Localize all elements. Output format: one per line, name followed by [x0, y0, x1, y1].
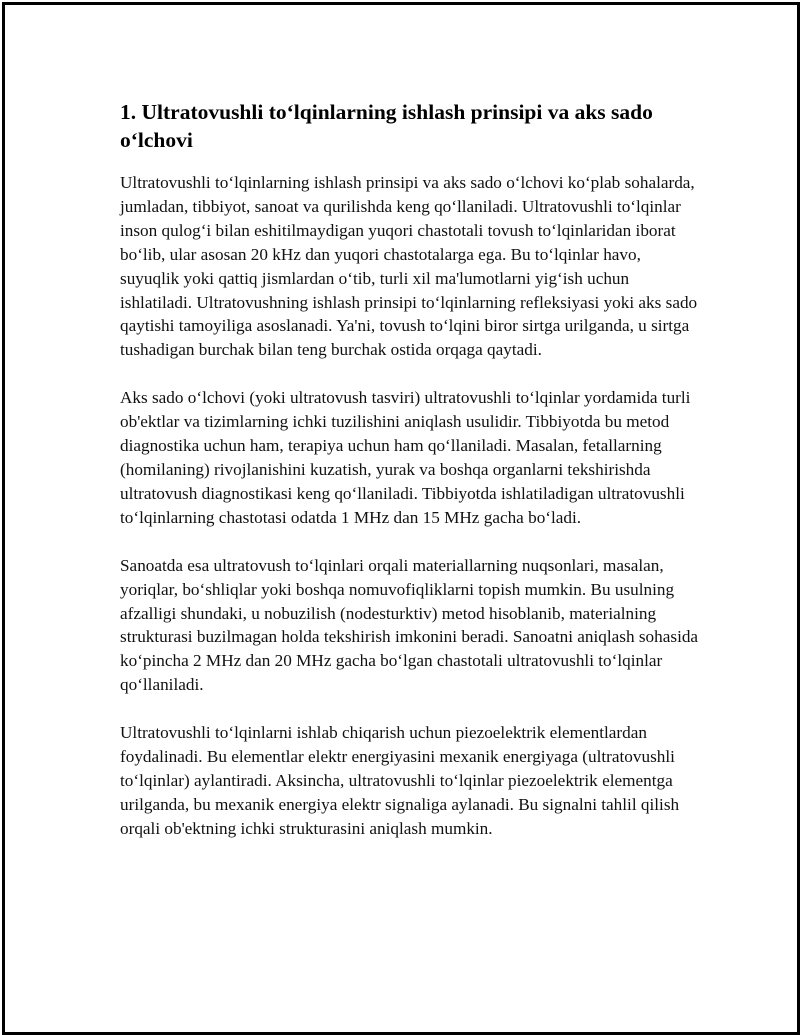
paragraph-echo-measurement: Aks sado o‘lchovi (yoki ultratovush tasviri) ultratovushli to‘lqinlar yordamida turli ob'ektlar va tizimlarning ichki tuzilishini aniqlash usulidir. Tibbiyotda bu metod diagnostika uchun ham, terapiya uchun ham qo‘llaniladi. Masalan, fetallarning (homilaning) rivojlanishini kuzatish, yurak va boshqa organlarni tekshirishda ultratovush diagnostikasi keng qo‘llaniladi. Tibbiyotda ishlatiladigan ultratovushli to‘lqinlarning chastotasi odatda 1 MHz dan 15 MHz gacha bo‘ladi.: [120, 388, 691, 527]
paragraph-industrial-use: Sanoatda esa ultratovush to‘lqinlari orqali materiallarning nuqsonlari, masalan, yoriqlar, bo‘shliqlar yoki boshqa nomuvofiqliklarni topish mumkin. Bu usulning afzalligi shundaki, u nobuzilish (nodesturktiv) metod hisoblanib, materialning strukturasi buzilmagan holda tekshirish imkonini beradi. Sanoatni aniqlash sohasida ko‘pincha 2 MHz dan 20 MHz gacha bo‘lgan chastotali ultratovushli to‘lqinlar qo‘llaniladi.: [120, 555, 699, 695]
section-heading: 1. Ultratovushli to‘lqinlarning ishlash prinsipi va aks sado o‘lchovi: [120, 100, 653, 152]
page-border: [2, 2, 800, 1035]
document-body: [120, 98, 700, 865]
paragraph-piezoelectric: Ultratovushli to‘lqinlarni ishlab chiqarish uchun piezoelektrik elementlardan foydalinadi. Bu elementlar elektr energiyasini mexanik energiyaga (ultratovushli to‘lqinlar) aylantiradi. Aksincha, ultratovushli to‘lqinlar piezoelektrik elementga urilganda, bu mexanik energiya elektr signaliga aylanadi. Bu signalni tahlil qilish orqali ob'ektning ichki strukturasini aniqlash mumkin.: [120, 723, 680, 838]
paragraph-ultrasound-principle: Ultratovushli to‘lqinlarning ishlash prinsipi va aks sado o‘lchovi ko‘plab sohalarda, jumladan, tibbiyot, sanoat va qurilishda keng qo‘llaniladi. Ultratovushli to‘lqinlar inson qulog‘i bilan eshitilmaydigan yuqori chastotali tovush to‘lqinlaridan iborat bo‘lib, ular asosan 20 kHz dan yuqori chastotalarga ega. Bu to‘lqinlar havo, suyuqlik yoki qattiq jismlardan o‘tib, turli xil ma'lumotlarni yig‘ish uchun ishlatiladi. Ultratovushning ishlash prinsipi to‘lqinlarning refleksiyasi yoki aks sado qaytishi tamoyiliga asoslanadi. Ya'ni, tovush to‘lqini biror sirtga urilganda, u sirtga tushadigan burchak bilan teng burchak ostida orqaga qaytadi.: [120, 173, 698, 360]
